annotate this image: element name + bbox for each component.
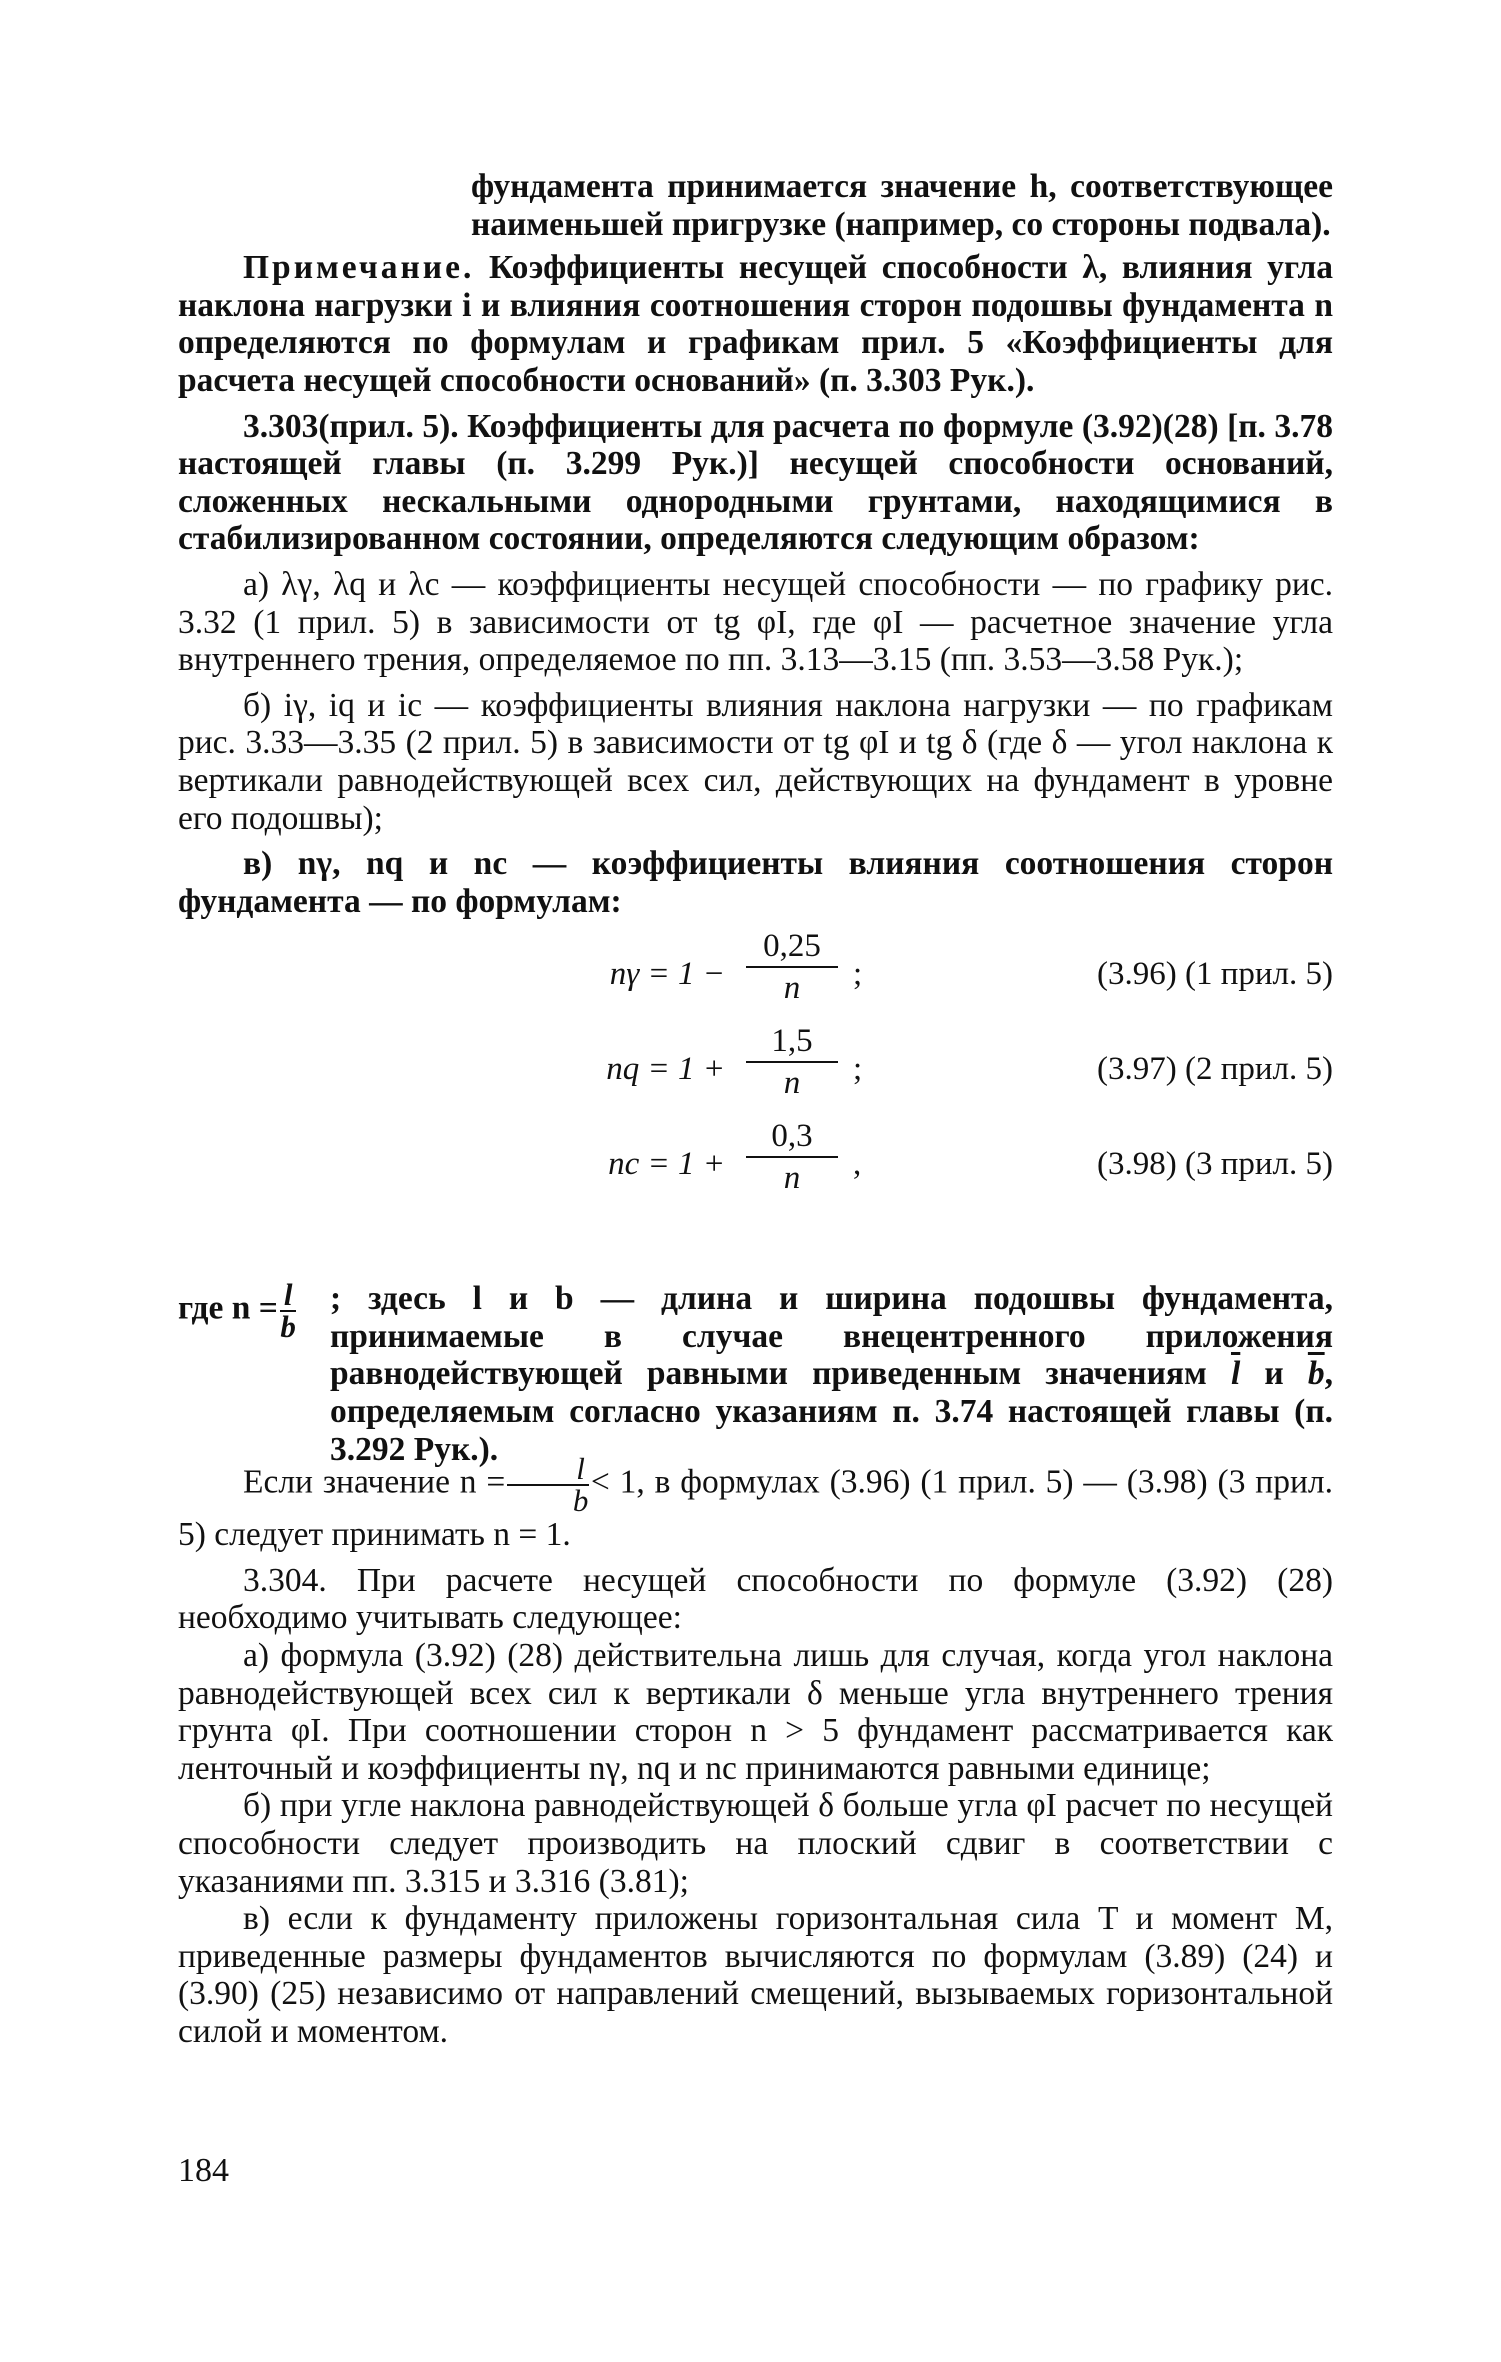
formula-block (178, 926, 1333, 1210)
formula-3-96 (178, 926, 1333, 1016)
if-value-paragraph (178, 1451, 1333, 1554)
fraction-denominator: n (783, 970, 801, 1007)
item-3-304-v: в) если к фундаменту приложены горизонтальная сила T и момент M, приведенные размеры фундаментов вычисляются по формулам (3.89) (24) и (3.90) (25) независимо от направлений смещений, вызываемых горизонтальной силой и моментом. (178, 1900, 1333, 2050)
fraction-denominator: n (783, 1160, 801, 1197)
formula-number: (3.96) (1 прил. 5) (1097, 956, 1333, 993)
where-lead (178, 1277, 298, 1345)
b-bar-symbol: $\overline{b}$ (1307, 1355, 1325, 1393)
fraction-denominator: n (783, 1065, 801, 1102)
where-text-last: , определяемым согласно указаниям п. 3.74 настоящей главы (п. 3.292 Рук.). (330, 1355, 1333, 1468)
fraction-numerator: 1,5 (746, 1021, 838, 1063)
fraction-numerator: 0,3 (746, 1116, 838, 1158)
item-b: б) iγ, iq и ic — коэффициенты влияния наклона нагрузки — по графикам рис. 3.33—3.35 (2 прил. 5) в зависимости от tg φI и tg δ (где δ — угол наклона к вертикали равнодействующей всех сил, действующих на фундамент в уровне его подошвы); (178, 686, 1333, 837)
formula-fraction (746, 1021, 838, 1103)
where-text (330, 1280, 1333, 1468)
where-definition (178, 1224, 1333, 1468)
note-text: Коэффициенты несущей способности λ, влияния угла наклона нагрузки i и влияния соотношения сторон подошвы фундамента n определяются по формулам и графикам прил. 5 «Коэффициенты для расчета несущей способности оснований» (п. 3.303 Рук.). (178, 249, 1333, 399)
paragraph-3-303: 3.303(прил. 5). Коэффициенты для расчета по формуле (3.92)(28) [п. 3.78 настоящей главы (п. 3.299 Рук.)] несущей способности оснований, сложенных нескальными однородными грунтами, находящимися в стабилизированном состоянии, определяются следующим образом: (178, 407, 1333, 558)
page-body (178, 168, 1333, 2051)
formula-3-98 (178, 1116, 1333, 1206)
formula-fraction (746, 926, 838, 1008)
where-lead-text: где n = (178, 1289, 278, 1327)
fraction-numerator: l (507, 1454, 589, 1486)
note-paragraph (178, 249, 1333, 399)
where-body (330, 1280, 1333, 1468)
if-before: Если значение n = (243, 1463, 506, 1501)
fraction-numerator: l (280, 1280, 297, 1312)
fraction-numerator: 0,25 (746, 926, 838, 968)
formula-lhs: nγ = 1 − (609, 956, 725, 993)
paragraph-3-304: 3.304. При расчете несущей способности по формуле (3.92) (28) необходимо учитывать следующее: (178, 1561, 1333, 1637)
formula-punct: ; (853, 1051, 863, 1088)
item-a: а) λγ, λq и λc — коэффициенты несущей способности — по графику рис. 3.32 (1 прил. 5) в зависимости от tg φI, где φI — расчетное значение угла внутреннего трения, определяемое по пп. 3.13—3.15 (пп. 3.53—3.58 Рук.); (178, 565, 1333, 679)
item-3-304-a: а) формула (3.92) (28) действительна лишь для случая, когда угол наклона равнодействующей всех сил к вертикали δ меньше угла внутреннего трения грунта φI. При соотношении сторон n > 5 фундамент рассматривается как ленточный и коэффициенты nγ, nq и nc принимаются равными единице; (178, 1637, 1333, 1787)
formula-lhs: nc = 1 + (608, 1146, 725, 1183)
note-label: Примечание. (243, 249, 475, 287)
top-continuation-text: фундамента принимается значение h, соответствующее наименьшей пригрузке (например, со стороны подвала). (471, 168, 1333, 243)
formula-3-97 (178, 1021, 1333, 1111)
formula-punct: , (853, 1146, 862, 1183)
formula-number: (3.97) (2 прил. 5) (1097, 1051, 1333, 1088)
fraction-denominator: b (572, 1483, 589, 1519)
formula-punct: ; (853, 956, 863, 993)
l-bar-symbol: $\overline{l}$ (1230, 1355, 1241, 1393)
item-v: в) nγ, nq и nc — коэффициенты влияния соотношения сторон фундамента — по формулам: (178, 845, 1333, 920)
formula-number: (3.98) (3 прил. 5) (1097, 1146, 1333, 1183)
fraction-denominator: b (280, 1309, 296, 1345)
where-conj: и (1240, 1355, 1308, 1393)
formula-fraction (746, 1116, 838, 1198)
item-3-304-b: б) при угле наклона равнодействующей δ больше угла φI расчет по несущей способности следует производить на плоский сдвиг в соответствии с указаниями пп. 3.315 и 3.316 (3.81); (178, 1787, 1333, 1900)
page-number: 184 (178, 2152, 229, 2189)
where-text-first: ; здесь l и b — длина и ширина подошвы фундамента, принимаемые в случае внецентренного приложения равнодействующей равными приведенным значениям (330, 1280, 1333, 1393)
formula-lhs: nq = 1 + (606, 1051, 725, 1088)
where-fraction (280, 1277, 297, 1345)
if-after: < 1, в формулах (3.96) (1 прил. 5) — (3.98) (3 прил. 5) следует принимать n = 1. (178, 1463, 1333, 1554)
